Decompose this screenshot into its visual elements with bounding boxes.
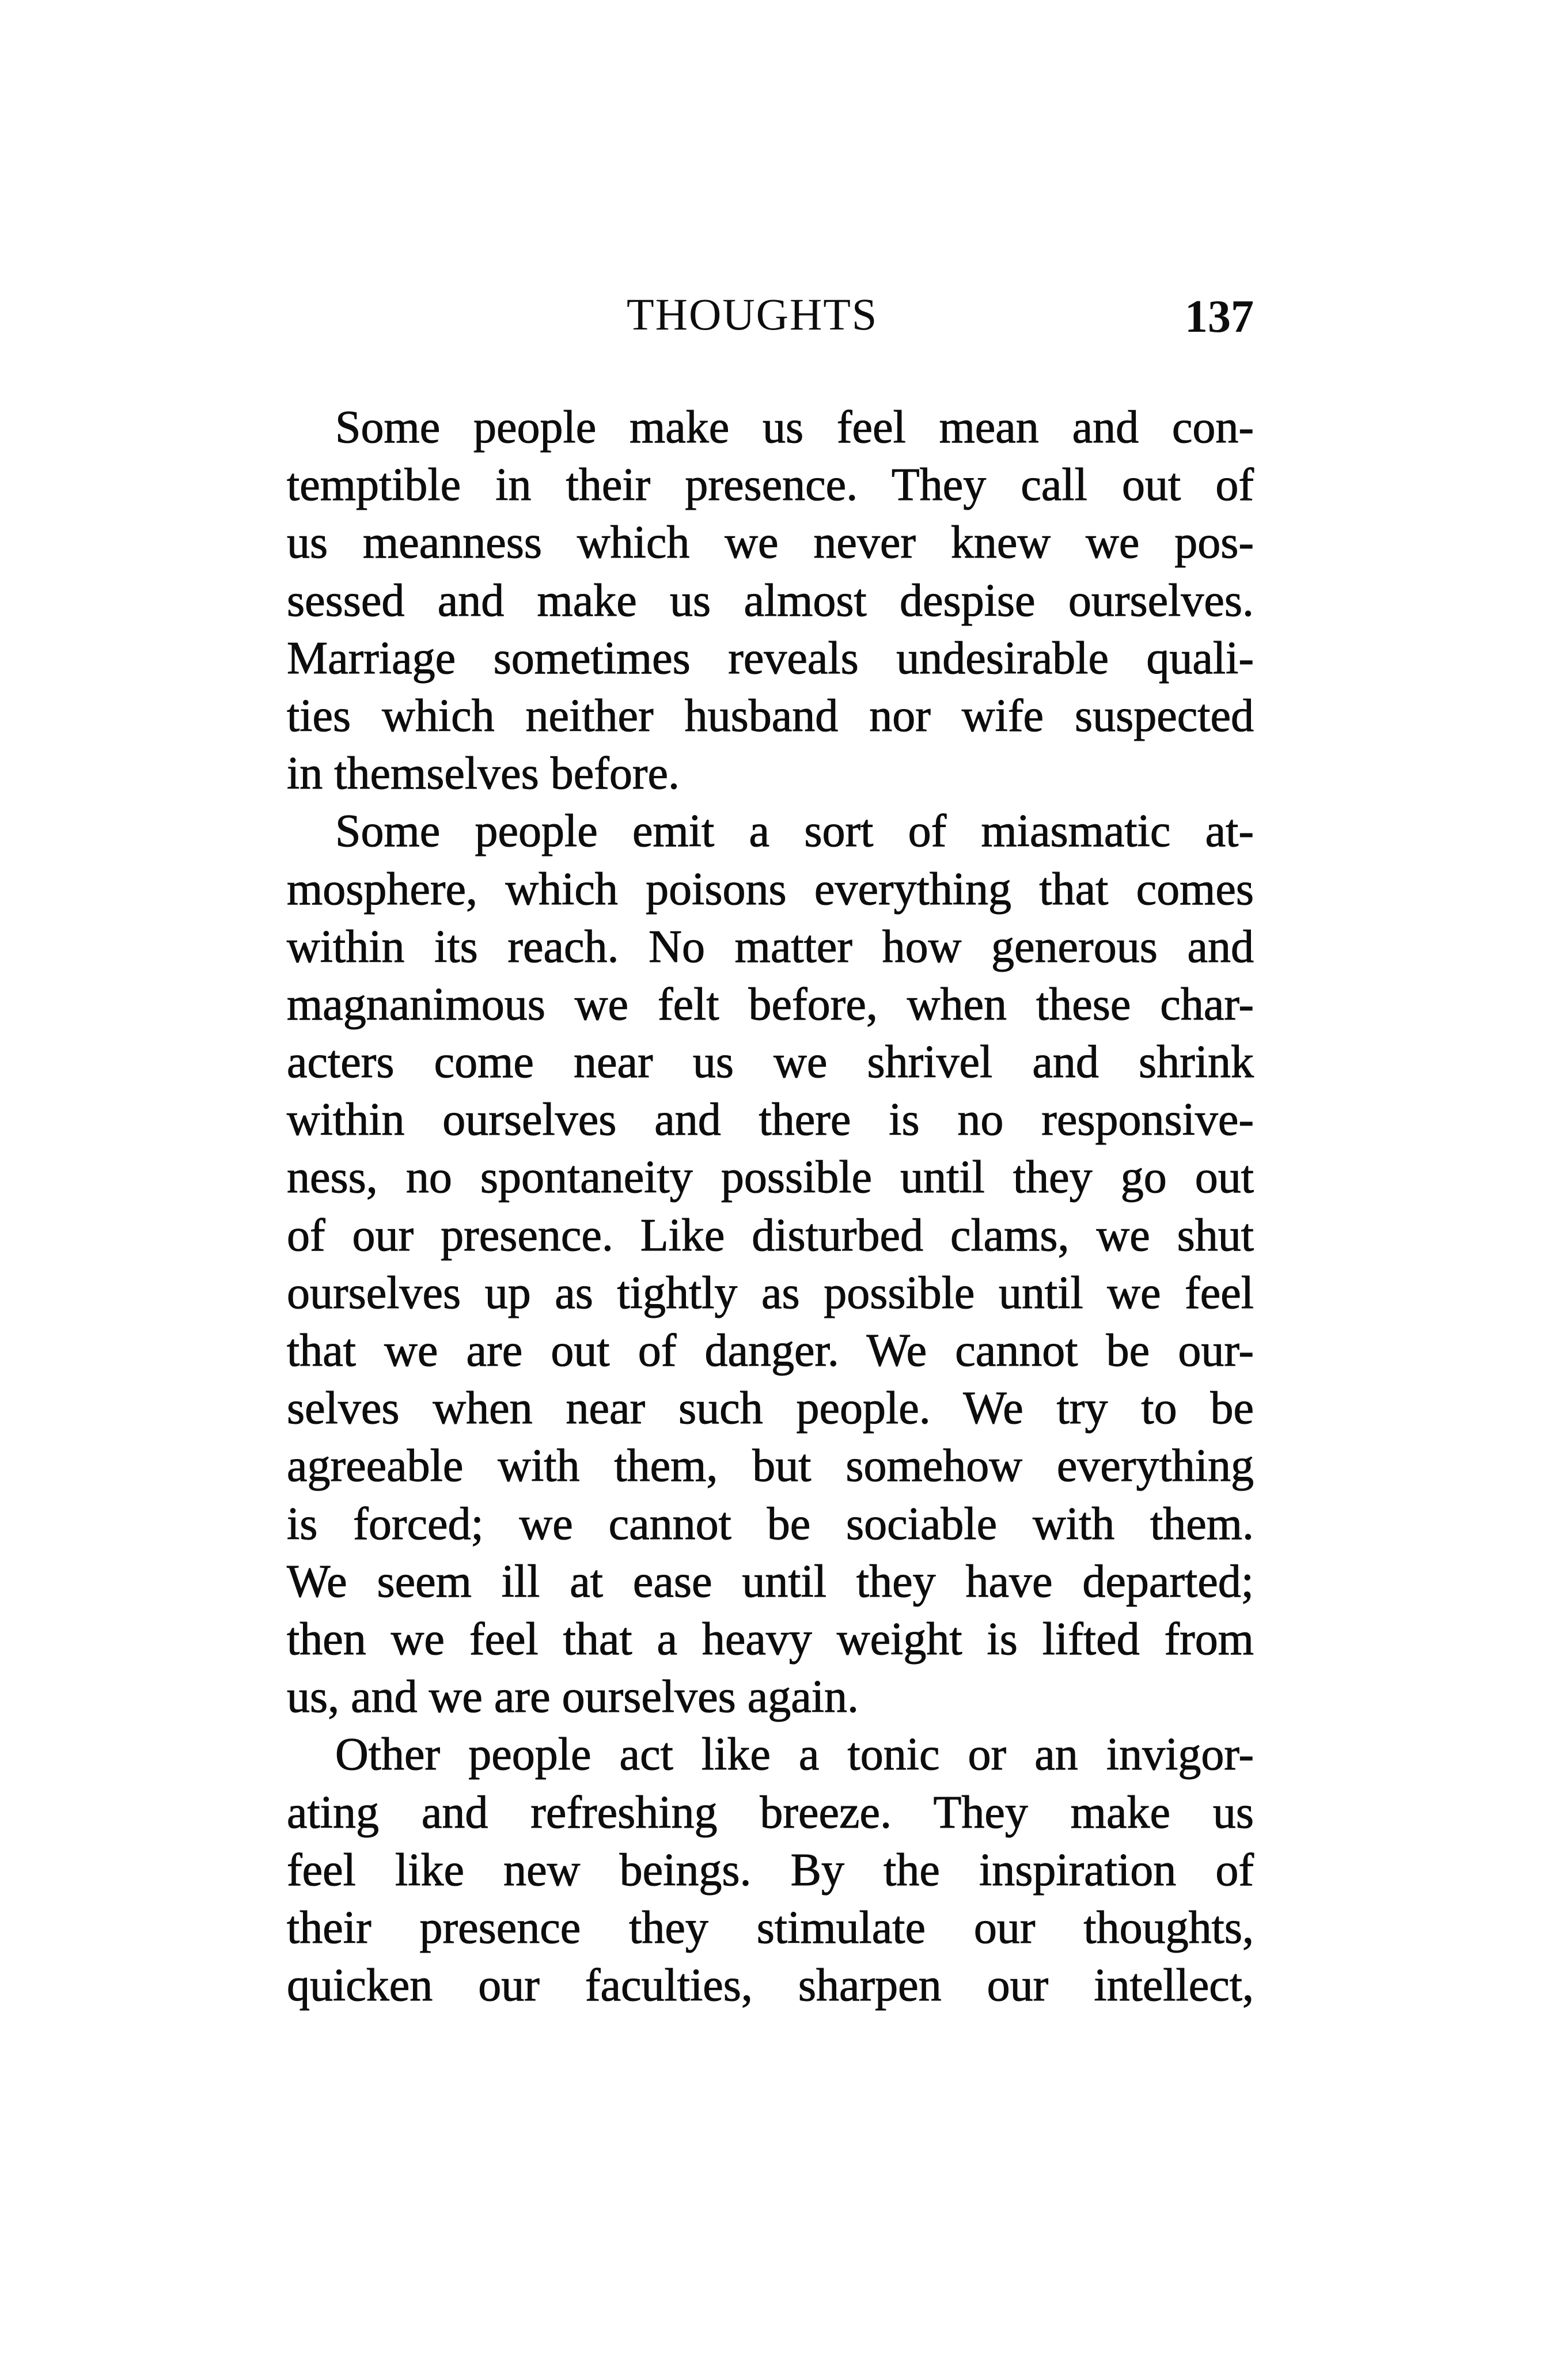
text-line: then we feel that a heavy weight is lifted from [287,1613,1254,1665]
text-line: agreeable with them, but somehow everything [287,1441,1254,1492]
page-header [287,288,1254,341]
text-line: Marriage sometimes reveals undesirable quali- [287,632,1254,684]
text-line: feel like new beings. By the inspiration of [287,1844,1254,1896]
text-line: their presence they stimulate our thoughts, [287,1902,1254,1953]
text-line: ties which neither husband nor wife suspected [287,690,1254,741]
body-text [287,399,1254,2014]
text-line: ourselves up as tightly as possible until we feel [287,1267,1254,1318]
text-line: in themselves before. [287,748,680,799]
text-line: of our presence. Like disturbed clams, we shut [287,1210,1254,1261]
text-line: us, and we are ourselves again. [287,1672,859,1723]
text-line: within ourselves and there is no responsive- [287,1094,1254,1146]
text-line: quicken our faculties, sharpen our intellect, [287,1960,1254,2011]
page-number: 137 [1185,291,1254,342]
text-line: magnanimous we felt before, when these char- [287,979,1254,1030]
text-line: sessed and make us almost despise ourselves. [287,575,1254,626]
text-line: We seem ill at ease until they have departed; [287,1556,1254,1607]
text-line: mosphere, which poisons everything that comes [287,863,1254,915]
text-line: ness, no spontaneity possible until they go out [287,1152,1254,1203]
text-line: is forced; we cannot be sociable with them. [287,1498,1254,1549]
text-line: Some people make us feel mean and con- [335,402,1254,453]
text-line: Other people act like a tonic or an invigor- [335,1729,1254,1780]
text-line: Some people emit a sort of miasmatic at- [335,806,1254,857]
text-line: within its reach. No matter how generous and [287,921,1254,972]
text-line: acters come near us we shrivel and shrink [287,1037,1254,1088]
text-line: us meanness which we never knew we pos- [287,517,1254,569]
text-line: that we are out of danger. We cannot be our- [287,1325,1254,1376]
text-line: selves when near such people. We try to be [287,1383,1254,1434]
running-title: THOUGHTS [627,289,878,339]
text-line: temptible in their presence. They call out of [287,460,1254,511]
text-line: ating and refreshing breeze. They make us [287,1787,1254,1838]
